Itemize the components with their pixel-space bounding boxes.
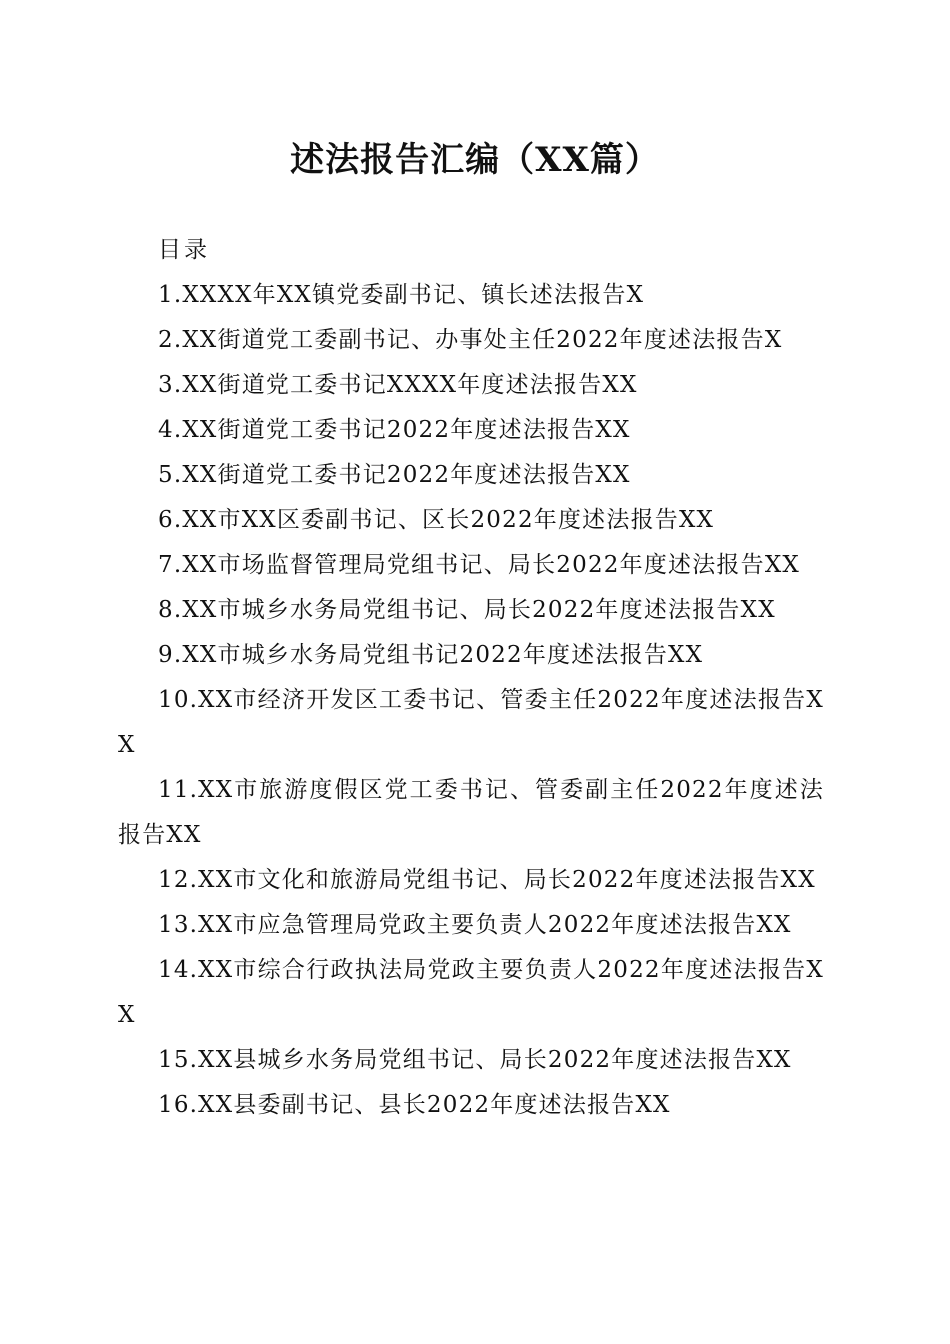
toc-item: 9.XX市城乡水务局党组书记2022年度述法报告XX [158,642,704,668]
toc-item: 3.XX街道党工委书记XXXX年度述法报告XX [158,372,638,398]
table-of-contents [118,228,824,1128]
toc-item: 14.XX市综合行政执法局党政主要负责人2022年度述法报告XX [118,957,824,1028]
toc-item: 12.XX市文化和旅游局党组书记、局长2022年度述法报告XX [158,867,816,893]
toc-item: 4.XX街道党工委书记2022年度述法报告XX [158,417,631,443]
toc-item: 15.XX县城乡水务局党组书记、局长2022年度述法报告XX [158,1047,792,1073]
toc-item: 6.XX市XX区委副书记、区长2022年度述法报告XX [158,507,715,533]
document-title: 述法报告汇编（XX篇） [290,140,660,180]
toc-item: 11.XX市旅游度假区党工委书记、管委副主任2022年度述法报告XX [118,777,824,848]
toc-item: 1.XXXX年XX镇党委副书记、镇长述法报告X [158,282,645,308]
toc-item: 16.XX县委副书记、县长2022年度述法报告XX [158,1092,671,1118]
toc-item: 5.XX街道党工委书记2022年度述法报告XX [158,462,631,488]
toc-item: 7.XX市场监督管理局党组书记、局长2022年度述法报告XX [158,552,800,578]
toc-item: 8.XX市城乡水务局党组书记、局长2022年度述法报告XX [158,597,776,623]
toc-item: 10.XX市经济开发区工委书记、管委主任2022年度述法报告XX [118,687,824,758]
toc-list [118,273,824,1128]
toc-heading: 目录 [158,237,210,263]
toc-item: 2.XX街道党工委副书记、办事处主任2022年度述法报告X [158,327,783,353]
toc-item: 13.XX市应急管理局党政主要负责人2022年度述法报告XX [158,912,792,938]
